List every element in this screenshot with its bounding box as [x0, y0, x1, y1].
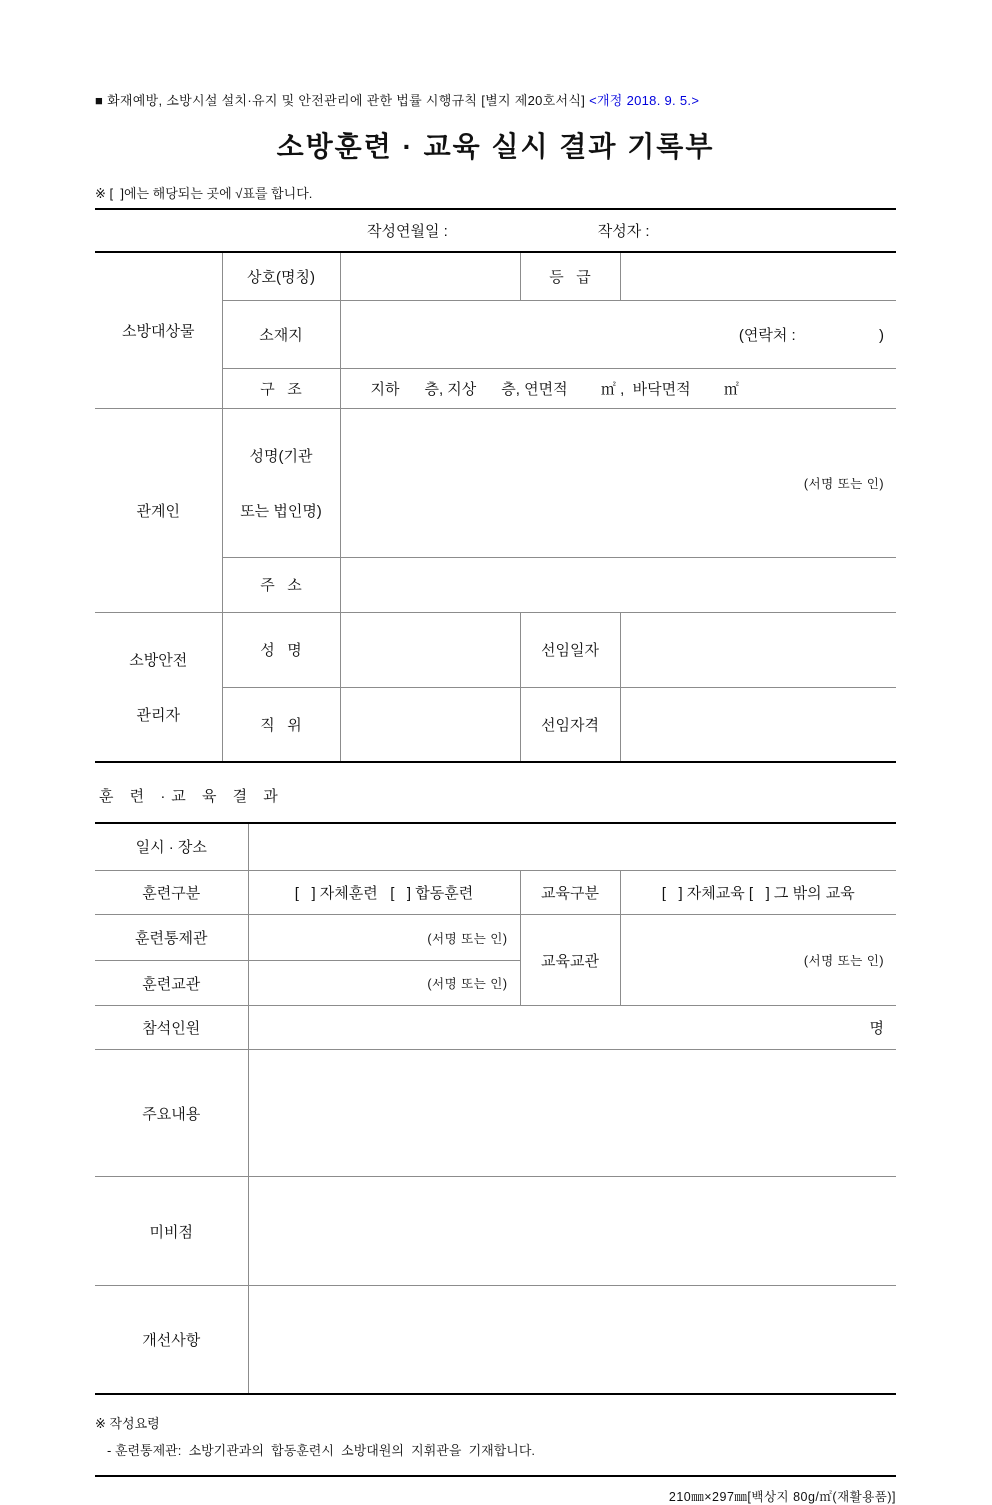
input-location[interactable]	[340, 300, 896, 368]
label-education-instructor: 교육교관	[520, 915, 620, 1006]
label-deficiencies: 미비점	[95, 1177, 248, 1286]
group-cell-related-person: 관계인	[95, 408, 222, 612]
contact-template-text: (연락처 : )	[738, 326, 884, 344]
related-person-sign-text: (서명 또는 인)	[803, 476, 884, 491]
label-manager-position: 직 위	[222, 688, 340, 762]
group-cell-fire-target: 소방대상물	[95, 252, 222, 408]
input-deficiencies[interactable]	[248, 1177, 896, 1286]
writing-guide-item: - 훈련통제관: 소방기관과의 합동훈련시 소방대원의 지휘관을 기재합니다.	[107, 1442, 536, 1458]
label-education-type: 교육구분	[520, 871, 620, 915]
input-related-person-address[interactable]	[340, 557, 896, 612]
input-related-person-name[interactable]	[340, 408, 896, 557]
label-structure: 구 조	[222, 368, 340, 408]
regulation-text: ■ 화재예방, 소방시설 설치·유지 및 안전관리에 관한 법률 시행규칙 [별지 제20호서식]	[95, 93, 590, 108]
input-appointment-date[interactable]	[620, 612, 896, 688]
paper-spec-text: 210㎜×297㎜[백상지 80g/㎡(재활용품)]	[668, 1489, 896, 1504]
label-appointment-date: 선임일자	[520, 612, 620, 688]
education-instructor-sign-text: (서명 또는 인)	[803, 954, 885, 968]
structure-template-text: 지하 층, 지상 층, 연면적 ㎡ , 바닥면적 ㎡	[370, 380, 739, 398]
input-training-controller[interactable]	[248, 915, 520, 961]
checkbox-group-education-type[interactable]: [ ] 자체교육 [ ] 그 밖의 교육	[620, 871, 896, 915]
label-related-person-address: 주 소	[222, 557, 340, 612]
group-cell-safety-manager	[95, 612, 222, 762]
input-business-name[interactable]	[340, 252, 520, 300]
training-controller-sign-text: (서명 또는 인)	[427, 931, 508, 946]
date-writer-row	[95, 210, 896, 251]
input-manager-position[interactable]	[340, 688, 520, 762]
writer-label: 작성자 :	[597, 223, 650, 240]
input-improvements[interactable]	[248, 1286, 896, 1394]
label-related-person-name	[222, 408, 340, 557]
label-main-content: 주요내용	[95, 1050, 248, 1177]
label-attendees: 참석인원	[95, 1006, 248, 1050]
page-title: 소방훈련 · 교육 실시 결과 기록부	[276, 131, 715, 162]
label-appointment-qualification: 선임자격	[520, 688, 620, 762]
input-manager-name[interactable]	[340, 612, 520, 688]
label-related-person-name-line2: 또는 법인명)	[240, 502, 322, 520]
input-education-instructor[interactable]	[620, 915, 896, 1006]
label-training-type: 훈련구분	[95, 871, 248, 915]
bottom-divider	[95, 1475, 896, 1477]
input-structure[interactable]	[340, 368, 896, 408]
input-datetime-place[interactable]	[248, 823, 896, 871]
input-attendees[interactable]	[248, 1006, 896, 1050]
check-instruction-note: ※ [ ]에는 해당되는 곳에 √표를 합니다.	[95, 186, 313, 201]
group-safety-manager-line2: 관리자	[136, 706, 180, 724]
regulation-line	[95, 90, 896, 109]
revision-note: <개정 2018. 9. 5.>	[589, 93, 700, 108]
training-result-heading: 훈 련 ·교 육 결 과	[99, 787, 284, 805]
training-result-table	[95, 822, 896, 1395]
label-manager-name: 성 명	[222, 612, 340, 688]
label-training-instructor: 훈련교관	[95, 961, 248, 1006]
label-related-person-name-line1: 성명(기관	[249, 447, 313, 465]
fire-target-info-table	[95, 251, 896, 763]
input-appointment-qualification[interactable]	[620, 688, 896, 762]
writing-guide	[95, 1413, 896, 1459]
label-improvements: 개선사항	[95, 1286, 248, 1394]
writing-guide-heading: ※ 작성요령	[95, 1415, 160, 1431]
written-date-label: 작성연월일 :	[367, 223, 448, 240]
label-grade: 등 급	[520, 252, 620, 300]
input-main-content[interactable]	[248, 1050, 896, 1177]
label-business-name: 상호(명칭)	[222, 252, 340, 300]
training-instructor-sign-text: (서명 또는 인)	[427, 977, 508, 991]
attendees-unit-text: 명	[869, 1020, 885, 1037]
label-datetime-place: 일시 · 장소	[95, 823, 248, 871]
label-training-controller: 훈련통제관	[95, 915, 248, 961]
group-safety-manager-line1: 소방안전	[129, 651, 188, 669]
input-training-instructor[interactable]	[248, 961, 520, 1006]
input-grade[interactable]	[620, 252, 896, 300]
checkbox-group-training-type[interactable]: [ ] 자체훈련 [ ] 합동훈련	[248, 871, 520, 915]
label-location: 소재지	[222, 300, 340, 368]
